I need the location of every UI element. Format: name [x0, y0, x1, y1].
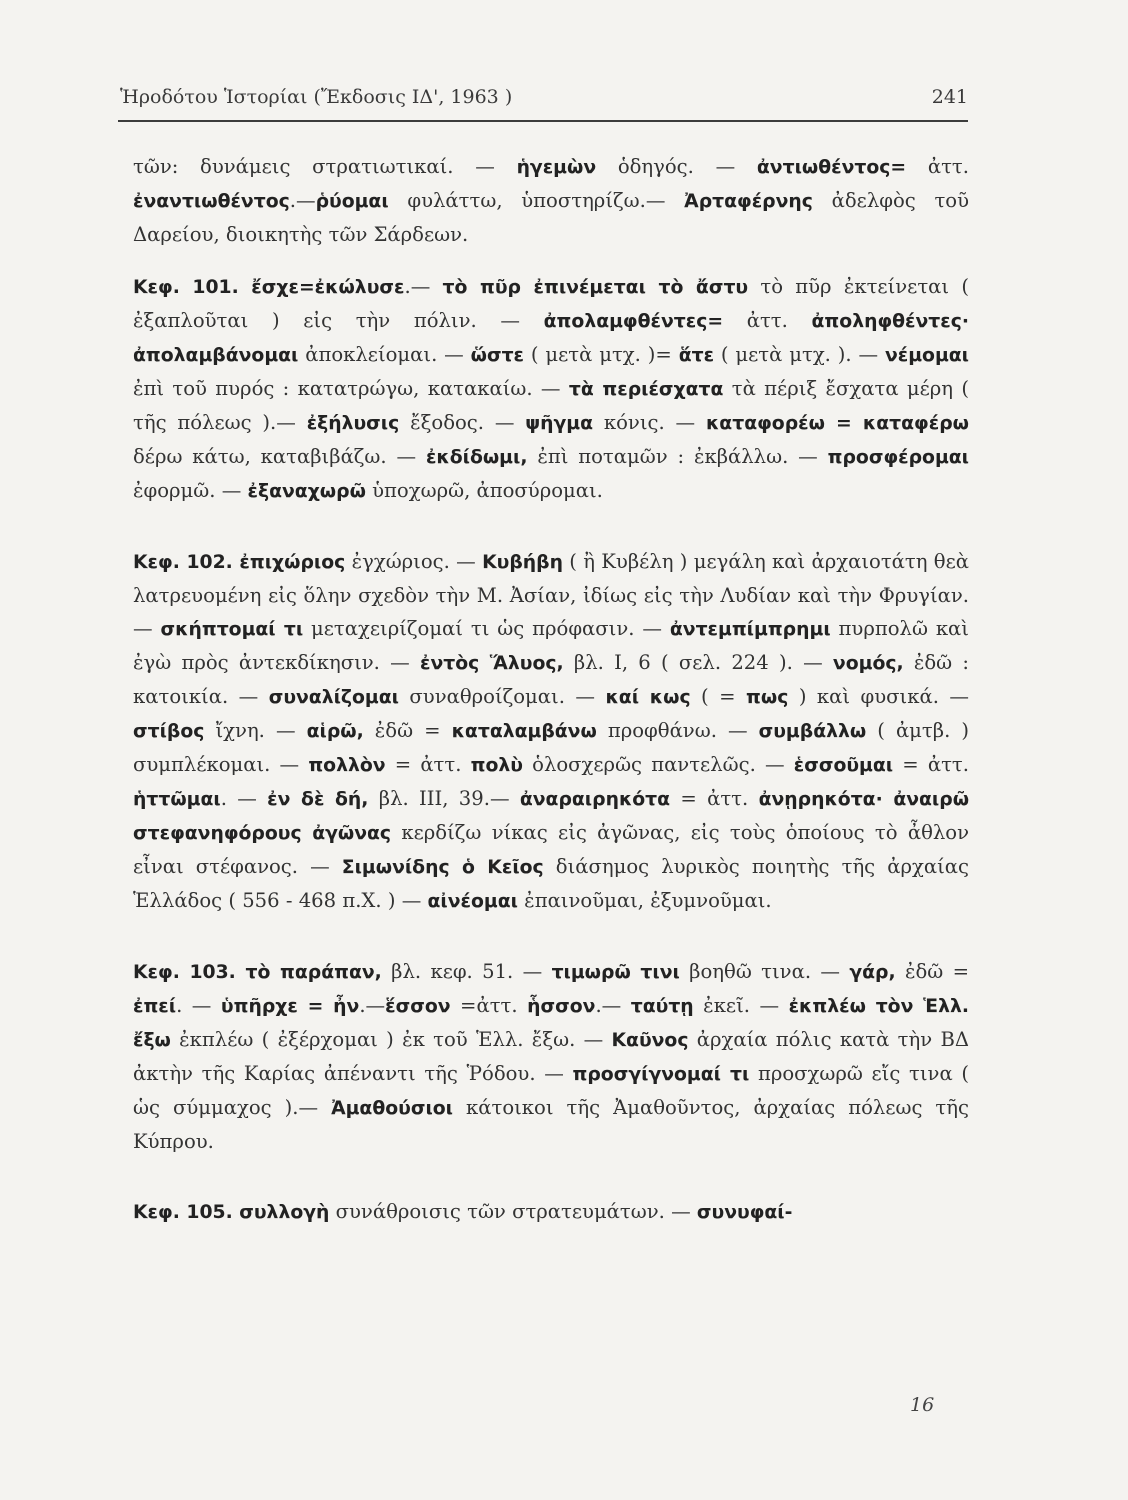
headword: τὸ πῦρ ἐπινέμεται τὸ ἄστυ	[442, 277, 749, 298]
headword: Καῦνος	[611, 1030, 689, 1051]
gloss-text: φυλάττω, ὑποστηρίζω.—	[388, 189, 685, 212]
gloss-text: = ἀττ.	[385, 753, 471, 776]
headword: καταλαμβάνω	[451, 721, 597, 742]
headword: ἐκπλέω τὸν Ἑλλ. ἔξω	[133, 996, 969, 1051]
headword: ὥστε	[470, 345, 525, 366]
gloss-text: .—	[595, 994, 631, 1017]
headword: προσφέρομαι	[827, 447, 969, 468]
gloss-text: ἐφορμῶ. —	[133, 479, 248, 502]
gloss-text: ἀττ.	[906, 155, 969, 178]
headword: Ἀρταφέρνης	[684, 191, 813, 212]
headword: τὰ περιέσχατα	[568, 379, 724, 400]
headword: συμβάλλω	[758, 721, 867, 742]
headword: Κεφ. 103. τὸ παράπαν,	[133, 962, 382, 983]
headword: ἅτε	[678, 345, 715, 366]
gloss-text: ἀδελφὸς τοῦ Δαρείου, διοικητὴς τῶν Σάρδεων.	[133, 189, 969, 246]
headword: προσγίγνομαί τι	[572, 1064, 750, 1085]
gloss-text: ἔξοδος. —	[399, 411, 526, 434]
gloss-text: ( ἀμτβ. ) συμπλέκομαι. —	[133, 719, 970, 776]
headword: ἡγεμὼν	[516, 157, 597, 178]
headword: συναλίζομαι	[268, 687, 399, 708]
gloss-text: ὁδηγός. —	[596, 155, 757, 178]
gloss-text: προφθάνω. —	[596, 719, 759, 742]
gloss-text: ἀρχαία πόλις κατὰ τὴν ΒΔ ἀκτὴν τῆς Καρίας ἀπέναντι τῆς Ῥόδου. —	[133, 1028, 969, 1085]
headword: Κυβήβη	[482, 552, 563, 573]
headword: πως	[746, 687, 789, 708]
gloss-text: ( =	[690, 685, 747, 708]
headword: αἱρῶ,	[306, 721, 364, 742]
headword: ἐναντιωθέντος	[133, 191, 290, 212]
gloss-text: ( ἢ Κυβέλη ) μεγάλη καὶ ἀρχαιοτάτη θεὰ λατρευομένη εἰς ὅλην σχεδὸν τὴν Μ. Ἀσίαν, ἰδίως εἰς τὴν Λυδίαν καὶ τὴν Φρυγίαν. —	[133, 550, 969, 640]
gloss-text: ἀττ.	[723, 309, 812, 332]
headword: ἡττῶμαι	[133, 789, 221, 810]
gloss-text: ἐγχώριος. —	[345, 550, 483, 573]
headword: ἀντεμπίμπρημι	[669, 619, 831, 640]
gloss-text: διάσημος λυρικὸς ποιητὴς τῆς ἀρχαίας Ἑλλάδος ( 556 - 468 π.Χ. ) —	[133, 855, 969, 912]
page-number: 241	[931, 86, 968, 108]
gloss-text: πυρπολῶ καὶ ἐγὼ πρὸς ἀντεκδίκησιν. —	[133, 617, 969, 674]
gloss-text: συνάθροισις τῶν στρατευμάτων. —	[329, 1200, 697, 1223]
gloss-text: =ἀττ.	[450, 994, 528, 1017]
headword: ἐξαναχωρῶ	[247, 481, 366, 502]
headword: συνυφαί-	[696, 1202, 793, 1223]
gloss-text: ὑποχωρῶ, ἀποσύρομαι.	[365, 479, 603, 502]
headword: ἐν δὲ δή,	[267, 789, 369, 810]
headword: νομός,	[832, 653, 904, 674]
gloss-text: ( μετὰ μτχ. )=	[524, 343, 679, 366]
gloss-text: .—	[404, 275, 443, 298]
gloss-text: ( μετὰ μτχ. ). —	[714, 343, 885, 366]
headword: ἐκδίδωμι,	[425, 447, 528, 468]
gloss-text: . —	[176, 994, 221, 1017]
gloss-text: ἐδῶ : κατοικία. —	[133, 651, 969, 708]
signature-mark: 16	[910, 1394, 935, 1416]
gloss-text: μεταχειρίζομαί τι ὡς πρόφασιν. —	[303, 617, 670, 640]
gloss-text: κόνις. —	[593, 411, 706, 434]
gloss-text: ἐπαινοῦμαι, ἐξυμνοῦμαι.	[517, 889, 772, 912]
gloss-text: τῶν: δυνάμεις στρατιωτικαί. —	[133, 155, 517, 178]
headword: νέμομαι	[884, 345, 969, 366]
gloss-text: βλ. ΙΙΙ, 39.—	[368, 787, 520, 810]
gloss-text: δέρω κάτω, καταβιβάζω. —	[133, 445, 426, 468]
gloss-text: ἐπὶ τοῦ πυρός : κατατρώγω, κατακαίω. —	[133, 377, 569, 400]
headword: Ἀμαθούσιοι	[331, 1098, 453, 1119]
headword: Κεφ. 105. συλλογὴ	[133, 1202, 330, 1223]
gloss-text: . —	[220, 787, 268, 810]
gloss-text: συναθροίζομαι. —	[398, 685, 606, 708]
paragraph	[133, 955, 969, 1158]
paragraph	[133, 1195, 969, 1229]
headword: ἧσσον	[527, 996, 596, 1017]
gloss-text: βλ. Ι, 6 ( σελ. 224 ). —	[563, 651, 833, 674]
headword: Κεφ. 102. ἐπιχώριος	[133, 552, 346, 573]
headword: ἐπεί	[133, 996, 177, 1017]
headword: γάρ,	[849, 962, 896, 983]
headword: ἀναραιρηκότα	[519, 789, 671, 810]
gloss-text: ἐδῶ =	[895, 960, 969, 983]
headword: ἀντιωθέντος=	[756, 157, 907, 178]
gloss-text: ἴχνη. —	[204, 719, 307, 742]
gloss-text: .—	[359, 994, 386, 1017]
headword: ἀποληφθέντες· ἀπολαμβάνομαι	[133, 311, 969, 366]
headword: στίβος	[133, 721, 205, 742]
paragraph	[133, 150, 969, 251]
headword: πολλὸν	[308, 755, 386, 776]
gloss-text: τὸ πῦρ ἐκτείνεται ( ἐξαπλοῦται ) εἰς τὴν πόλιν. —	[133, 275, 969, 332]
headword: ἕσσον	[385, 996, 451, 1017]
headword: σκήπτομαί τι	[160, 619, 304, 640]
headword: ἑσσοῦμαι	[793, 755, 894, 776]
paragraph	[133, 270, 969, 508]
headword: ἐξήλυσις	[306, 413, 400, 434]
gloss-text: τὰ πέριξ ἔσχατα μέρη ( τῆς πόλεως ).—	[133, 377, 969, 434]
headword: ὑπῆρχε = ἦν	[220, 996, 360, 1017]
gloss-text: βοηθῶ τινα. —	[679, 960, 850, 983]
gloss-text: ἀποκλείομαι. —	[298, 343, 471, 366]
headword: ἀνῃρηκότα· ἀναιρῶ στεφανηφόρους ἀγῶνας	[133, 789, 970, 844]
gloss-text: ἐκεῖ. —	[693, 994, 789, 1017]
headword: καί κως	[605, 687, 691, 708]
gloss-text: ὁλοσχερῶς παντελῶς. —	[522, 753, 794, 776]
header-title: Ἡροδότου Ἱστορίαι (Ἔκδοσις ΙΔ', 1963 )	[120, 86, 513, 108]
running-header	[120, 86, 968, 108]
header-rule	[118, 120, 968, 122]
paragraph	[133, 545, 969, 918]
headword: αἰνέομαι	[427, 891, 518, 912]
gloss-text: ἐδῶ =	[363, 719, 452, 742]
headword: ἀπολαμφθέντες=	[543, 311, 724, 332]
gloss-text: = ἀττ.	[670, 787, 759, 810]
gloss-text: = ἀττ.	[893, 753, 969, 776]
gloss-text: βλ. κεφ. 51. —	[381, 960, 552, 983]
headword: ταύτῃ	[630, 996, 694, 1017]
gloss-text: ) καὶ φυσικά. —	[788, 685, 970, 708]
gloss-text: .—	[289, 189, 316, 212]
headword: τιμωρῶ τινι	[551, 962, 680, 983]
headword: καταφορέω = καταφέρω	[705, 413, 969, 434]
headword: Σιμωνίδης ὁ Κεῖος	[341, 857, 544, 878]
headword: ψῆγμα	[525, 413, 594, 434]
headword: ῥύομαι	[315, 191, 389, 212]
gloss-text: προσχωρῶ εἴς τινα ( ὡς σύμμαχος ).—	[133, 1062, 969, 1119]
headword: πολὺ	[470, 755, 523, 776]
gloss-text: ἐκπλέω ( ἐξέρχομαι ) ἐκ τοῦ Ἑλλ. ἔξω. —	[170, 1028, 612, 1051]
headword: ἐντὸς Ἅλυος,	[419, 653, 564, 674]
headword: Κεφ. 101. ἔσχε=ἐκώλυσε	[133, 277, 405, 298]
gloss-text: κερδίζω νίκας εἰς ἀγῶνας, εἰς τοὺς ὁποίους τὸ ἆθλον εἶναι στέφανος. —	[133, 821, 969, 878]
gloss-text: κάτοικοι τῆς Ἀμαθοῦντος, ἀρχαίας πόλεως τῆς Κύπρου.	[133, 1096, 969, 1153]
commentary-body	[133, 150, 969, 1229]
gloss-text: ἐπὶ ποταμῶν : ἐκβάλλω. —	[527, 445, 828, 468]
